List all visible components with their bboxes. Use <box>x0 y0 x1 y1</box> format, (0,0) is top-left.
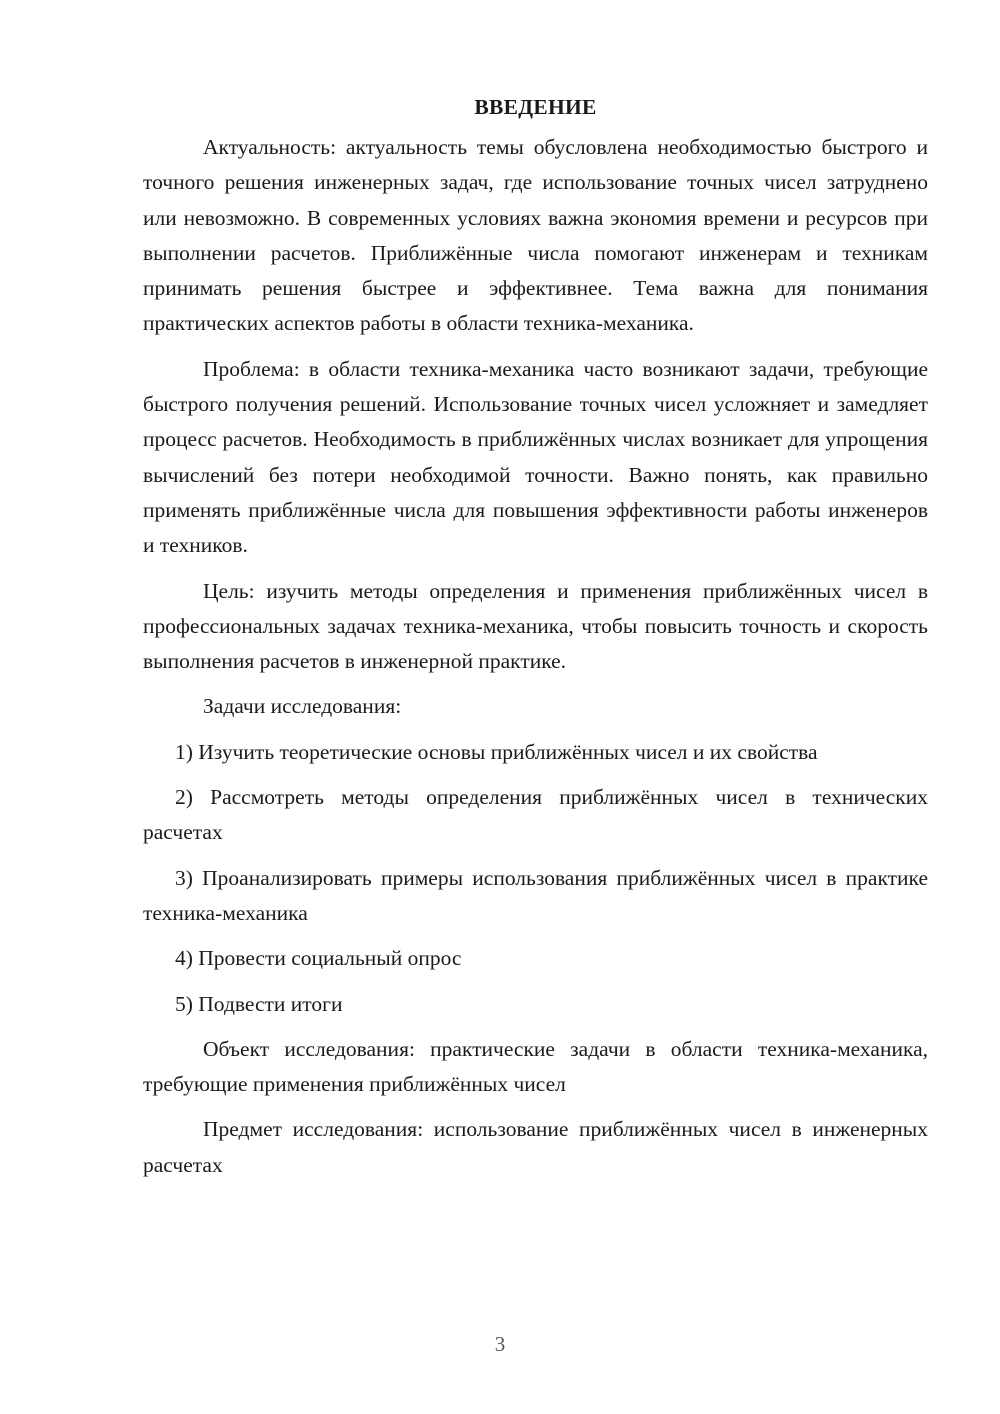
section-heading: ВВЕДЕНИЕ <box>474 95 597 119</box>
task-item-4: 4) Провести социальный опрос <box>175 946 462 971</box>
task-item-1: 1) Изучить теоретические основы приближённых чисел и их свойства <box>175 739 818 764</box>
task-item-5: 5) Подвести итоги <box>175 991 343 1016</box>
problem-paragraph: Проблема: в области техника-механика часто возникают задачи, требующие быстрого получения решений. Использование точных чисел усложняет и замедляет процесс расчетов. Необходимость в приближённых числах возникает для упрощения вычислений без потери необходимой точности. Важно понять, как правильно применять приближённые числа для повышения эффективности работы инженеров и техников. <box>143 356 928 558</box>
task-item-2: 2) Рассмотреть методы определения приближённых чисел в технических расчетах <box>143 785 928 845</box>
goal-paragraph: Цель: изучить методы определения и применения приближённых чисел в профессиональных задачах техника-механика, чтобы повысить точность и скорость выполнения расчетов в инженерной практике. <box>143 578 928 674</box>
subject-paragraph: Предмет исследования: использование приближённых чисел в инженерных расчетах <box>143 1117 928 1177</box>
relevance-paragraph: Актуальность: актуальность темы обусловлена необходимостью быстрого и точного решения инженерных задач, где использование точных чисел затруднено или невозможно. В современных условиях важна экономия времени и ресурсов при выполнении расчетов. Приближённые числа помогают инженерам и техникам принимать решения быстрее и эффективнее. Тема важна для понимания практических аспектов работы в области техника-механика. <box>143 135 928 336</box>
page-number: 3 <box>494 1332 506 1356</box>
tasks-heading: Задачи исследования: <box>203 694 402 719</box>
task-item-3: 3) Проанализировать примеры использования приближённых чисел в практике техника-механика <box>143 865 928 925</box>
document-page <box>143 90 928 1193</box>
object-paragraph: Объект исследования: практические задачи в области техника-механика, требующие применения приближённых чисел <box>143 1036 928 1097</box>
